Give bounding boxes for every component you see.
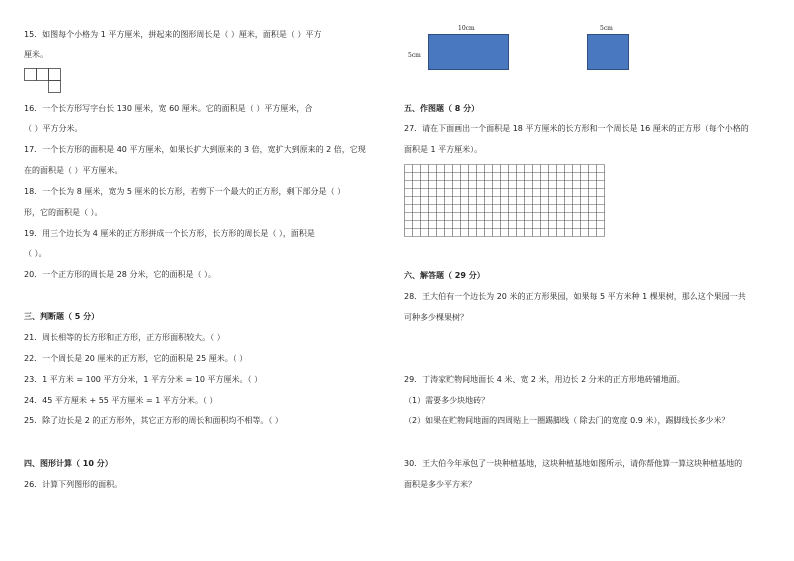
question-18-line-1: 18．一个长为 8 厘米，宽为 5 厘米的长方形，若剪下一个最大的正方形，剩下部分是（ ） [24,187,346,196]
section-4-heading: 四、图形计算（ 10 分） [24,459,113,468]
grid-shape-figure [24,68,64,96]
question-19-line-2: （ ）。 [24,249,47,258]
question-23: 23．1 平方米 = 100 平方分米，1 平方分米 = 10 平方厘米。（ ） [24,375,263,384]
rectangle-width-label: 10cm [458,25,475,32]
question-28-line-1: 28．王大伯有一个边长为 20 米的正方形果园，如果每 5 平方米种 1 棵果树，那么这个果园一共 [404,292,746,301]
section-3-heading: 三、判断题（ 5 分） [24,312,100,321]
question-16-line-2: （ ）平方分米。 [24,124,83,133]
rectangle-height-label: 5cm [408,52,421,59]
question-20: 20．一个正方形的周长是 28 分米，它的面积是（ ）。 [24,270,216,279]
question-18-line-2: 形，它的面积是（ ）。 [24,208,103,217]
section-5-heading: 五、作图题（ 8 分） [404,104,480,113]
question-29-part-2: （2）如果在贮物间地面的四周贴上一圈踢脚线（ 除去门的宽度 0.9 米），踢脚线长多少米？ [404,416,730,425]
section-6-heading: 六、解答题（ 29 分） [404,271,485,280]
question-25: 25．除了边长是 2 的正方形外，其它正方形的周长和面积均不相等。（ ） [24,416,283,425]
rectangle-figure [428,34,509,70]
question-30-line-1: 30．王大伯今年承包了一块种植基地，这块种植基地如图所示，请你帮他算一算这块种植基地的 [404,459,743,468]
square-figure [587,34,629,70]
question-19-line-1: 19．用三个边长为 4 厘米的正方形拼成一个长方形，长方形的周长是（ ），面积是 [24,229,315,238]
question-29: 29．丁涛家贮物间地面长 4 米、宽 2 米，用边长 2 分米的正方形地砖铺地面。 [404,375,685,384]
question-24: 24．45 平方厘米 + 55 平方厘米 = 1 平方分米。（ ） [24,396,218,405]
question-15-line-1: 15．如图每个小格为 1 平方厘米，拼起来的图形周长是（ ）厘米，面积是（ ）平方 [24,30,322,39]
question-28-line-2: 可种多少棵果树？ [404,313,468,322]
question-30-line-2: 面积是多少平方米？ [404,480,476,489]
question-17-line-2: 在的面积是（ ）平方厘米。 [24,166,123,175]
question-27-line-2: 面积是 1 平方厘米）。 [404,145,483,154]
question-27-line-1: 27．请在下面画出一个面积是 18 平方厘米的长方形和一个周长是 16 厘米的正方形（每个小格的 [404,124,749,133]
drawing-grid[interactable] [404,164,606,240]
question-26: 26．计算下列图形的面积。 [24,480,123,489]
question-21: 21．周长相等的长方形和正方形，正方形面积较大。（ ） [24,333,225,342]
question-29-part-1: （1）需要多少块地砖？ [404,396,490,405]
question-22: 22．一个周长是 20 厘米的正方形，它的面积是 25 厘米。（ ） [24,354,248,363]
question-16-line-1: 16．一个长方形写字台长 130 厘米，宽 60 厘米。它的面积是（ ）平方厘米，合 [24,104,313,113]
question-17-line-1: 17．一个长方形的面积是 40 平方厘米，如果长扩大到原来的 3 倍，宽扩大到原来的 2 倍，它现 [24,145,366,154]
square-side-label: 5cm [600,25,613,32]
question-15-line-2: 厘米。 [24,50,48,59]
